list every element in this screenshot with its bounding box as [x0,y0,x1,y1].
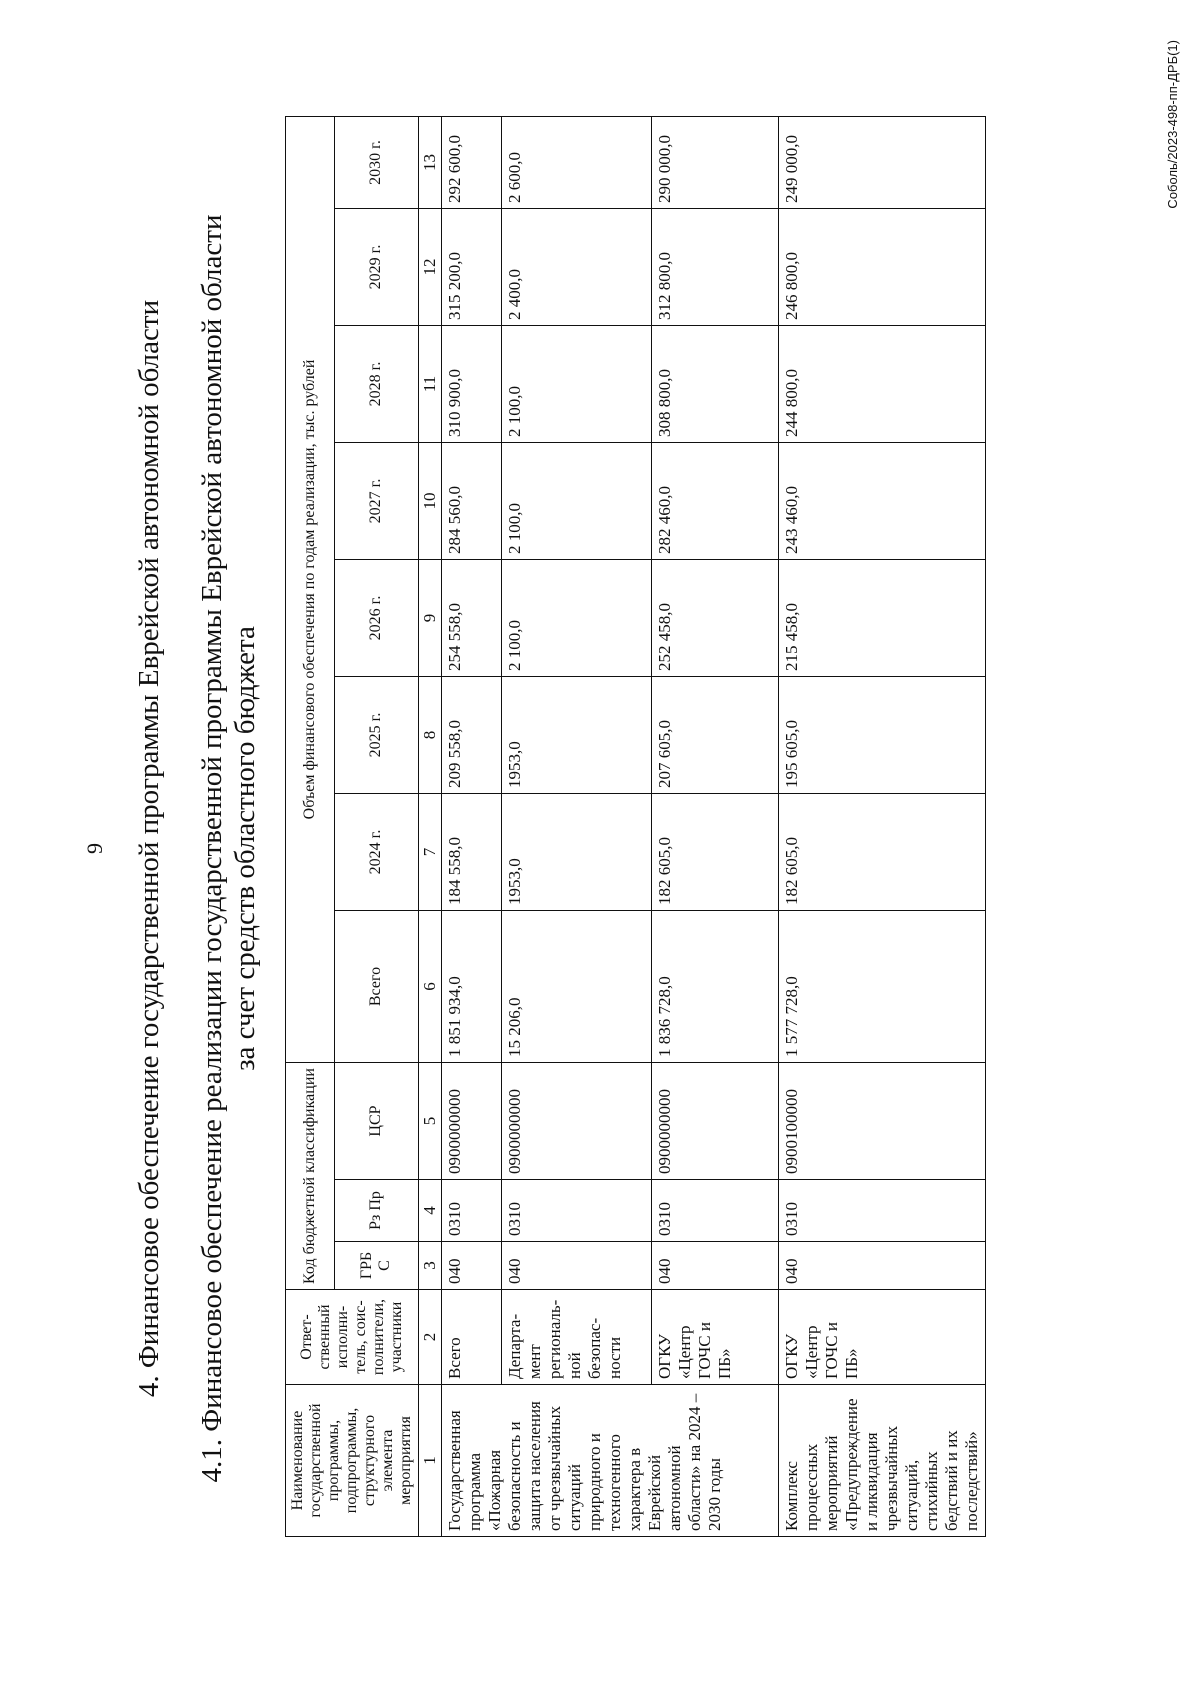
col-num: 10 [419,443,442,560]
csr-cell: 0900000000 [652,1063,779,1180]
year-2025-cell: 209 558,0 [442,677,502,794]
complex-name-cell: Комплекс процессных мероприятий «Предупреждение и ликвидация чрезвычайных ситуаций, стихийных бедствий и их последствий» [779,1385,986,1537]
header-csr: ЦСР [334,1063,418,1180]
csr-cell: 0900000000 [502,1063,652,1180]
year-2029-cell: 2 400,0 [502,209,652,326]
table-row [502,116,652,1536]
year-2028-cell: 2 100,0 [502,326,652,443]
year-2027-cell: 284 560,0 [442,443,502,560]
year-2030-cell: 249 000,0 [779,116,986,208]
year-2026-cell: 2 100,0 [502,560,652,677]
year-2029-cell: 312 800,0 [652,209,779,326]
year-2024-cell: 184 558,0 [442,794,502,911]
header-responsible: Ответ- ственный исполни- тель, соис- полнители, участники [286,1290,419,1385]
subsection-heading-line1: 4.1. Финансовое обеспечение реализации государственной программы Еврейской автономной области [196,214,228,1483]
year-2024-cell: 182 605,0 [779,794,986,911]
column-number-row [419,116,442,1536]
col-num: 2 [419,1290,442,1385]
grbs-cell: 040 [779,1242,986,1290]
page-number: 9 [82,843,107,854]
year-2027-cell: 282 460,0 [652,443,779,560]
csr-cell: 0900100000 [779,1063,986,1180]
header-name: Наименование государственной программы, подпрограммы, структурного элемента мероприятия [286,1385,419,1537]
header-2029: 2029 г. [334,209,418,326]
header-2026: 2026 г. [334,560,418,677]
year-2028-cell: 310 900,0 [442,326,502,443]
csr-cell: 0900000000 [442,1063,502,1180]
document-stamp: Соболь/2023-498-пп-ДРБ(1) [1165,40,1180,209]
col-num: 3 [419,1242,442,1290]
rzpr-cell: 0310 [652,1180,779,1242]
table-row [442,116,502,1536]
responsible-cell: ОГКУ «Центр ГОЧС и ПБ» [652,1290,779,1385]
total-cell: 1 836 728,0 [652,911,779,1063]
responsible-cell: ОГКУ «Центр ГОЧС и ПБ» [779,1290,986,1385]
col-num: 11 [419,326,442,443]
year-2030-cell: 292 600,0 [442,116,502,208]
section-heading: 4. Финансовое обеспечение государственной программы Еврейской автономной области [133,299,165,1398]
col-num: 4 [419,1180,442,1242]
subsection-heading [196,0,262,1697]
header-total: Всего [334,911,418,1063]
year-2025-cell: 207 605,0 [652,677,779,794]
header-kbk: Код бюджетной классификации [286,1063,335,1290]
header-2028: 2028 г. [334,326,418,443]
total-cell: 1 851 934,0 [442,911,502,1063]
year-2029-cell: 315 200,0 [442,209,502,326]
year-2027-cell: 2 100,0 [502,443,652,560]
header-row-1 [286,116,335,1536]
program-name-cell: Государственная программа «Пожарная безопасность и защита населения от чрезвычайных ситуаций природного и техногенного характера в Еврейской автономной области» на 2024 – 2030 годы [442,1385,779,1537]
col-num: 9 [419,560,442,677]
year-2026-cell: 252 458,0 [652,560,779,677]
year-2025-cell: 195 605,0 [779,677,986,794]
year-2026-cell: 254 558,0 [442,560,502,677]
year-2026-cell: 215 458,0 [779,560,986,677]
year-2024-cell: 182 605,0 [652,794,779,911]
col-num: 1 [419,1385,442,1537]
col-num: 7 [419,794,442,911]
grbs-cell: 040 [502,1242,652,1290]
year-2028-cell: 308 800,0 [652,326,779,443]
year-2024-cell: 1953,0 [502,794,652,911]
rzpr-cell: 0310 [442,1180,502,1242]
responsible-cell: Всего [442,1290,502,1385]
rzpr-cell: 0310 [502,1180,652,1242]
header-volume: Объем финансового обеспечения по годам реализации, тыс. рублей [286,116,335,1062]
header-2027: 2027 г. [334,443,418,560]
subsection-heading-line2: за счет средств областного бюджета [229,626,261,1071]
col-num: 5 [419,1063,442,1180]
header-2025: 2025 г. [334,677,418,794]
year-2027-cell: 243 460,0 [779,443,986,560]
table-row [779,116,986,1536]
header-2030: 2030 г. [334,116,418,208]
responsible-cell: Департа- мент региональ- ной безопас- ности [502,1290,652,1385]
header-grbs: ГРБ С [334,1242,418,1290]
year-2025-cell: 1953,0 [502,677,652,794]
col-num: 6 [419,911,442,1063]
grbs-cell: 040 [442,1242,502,1290]
year-2029-cell: 246 800,0 [779,209,986,326]
col-num: 13 [419,116,442,208]
rzpr-cell: 0310 [779,1180,986,1242]
header-rzpr: Рз Пр [334,1180,418,1242]
col-num: 12 [419,209,442,326]
year-2030-cell: 2 600,0 [502,116,652,208]
table-row [652,116,779,1536]
total-cell: 15 206,0 [502,911,652,1063]
grbs-cell: 040 [652,1242,779,1290]
financing-table [285,116,986,1537]
header-2024: 2024 г. [334,794,418,911]
year-2028-cell: 244 800,0 [779,326,986,443]
col-num: 8 [419,677,442,794]
total-cell: 1 577 728,0 [779,911,986,1063]
year-2030-cell: 290 000,0 [652,116,779,208]
